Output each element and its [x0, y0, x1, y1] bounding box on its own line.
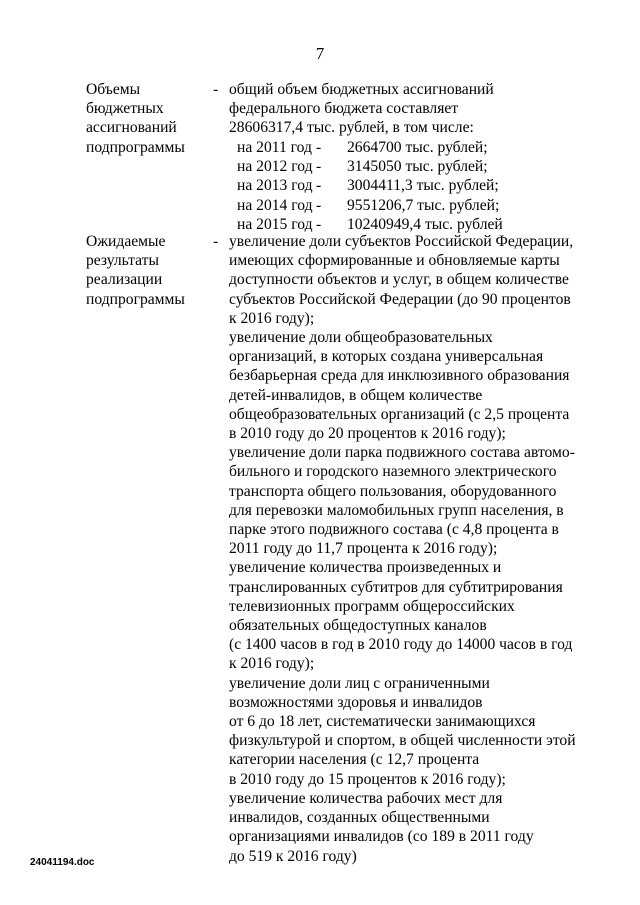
- results-label: [86, 232, 206, 309]
- footer-filename: 24041194.doc: [30, 857, 95, 868]
- year-label: на 2015 год: [237, 215, 313, 233]
- year-amount: 2664700 тыс. рублей;: [347, 139, 488, 156]
- label-line: подпрограммы: [86, 290, 185, 308]
- text-line: увеличение доли лиц с ограниченными: [229, 674, 490, 692]
- text-line: (с 1400 часов в год в 2010 году до 14000 часов в год: [229, 636, 573, 654]
- text-line: к 2016 году);: [229, 309, 315, 327]
- year-dash: -: [316, 177, 322, 195]
- text-line: обязательных общедоступных каналов: [229, 617, 487, 635]
- label-line: реализации: [86, 271, 163, 289]
- year-label: на 2013 год: [237, 177, 313, 195]
- text-line: возможностями здоровья и инвалидов: [229, 693, 483, 711]
- results-text: [229, 232, 576, 866]
- year-label: на 2014 год: [237, 196, 313, 214]
- text-line: от 6 до 18 лет, систематически занимающихся: [229, 713, 536, 731]
- text-line: для перевозки маломобильных групп населения, в: [229, 501, 564, 519]
- year-amount: 10240949,4 тыс. рублей: [347, 215, 503, 233]
- year-dash: -: [316, 139, 322, 156]
- text-line: телевизионных программ общероссийских: [229, 597, 515, 615]
- label-line: бюджетных: [86, 100, 164, 118]
- page-number: 7: [315, 44, 325, 63]
- text-line: к 2016 году);: [229, 655, 315, 673]
- text-line: федерального бюджета составляет: [229, 100, 459, 118]
- year-dash: -: [316, 196, 322, 214]
- text-line: категории населения (с 12,7 процента: [229, 751, 480, 769]
- label-line: Объемы: [86, 81, 141, 98]
- budget-text: [229, 80, 569, 138]
- text-line: в 2010 году до 15 процентов к 2016 году);: [229, 770, 506, 788]
- text-line: увеличение доли субъектов Российской Федерации,: [229, 233, 574, 250]
- text-line: до 519 к 2016 году): [229, 847, 357, 865]
- text-line: бильного и городского наземного электрического: [229, 463, 557, 481]
- text-line: транспорта общего пользования, оборудованного: [229, 482, 557, 500]
- year-label: на 2012 год: [237, 158, 313, 176]
- text-line: инвалидов, созданных общественными: [229, 809, 490, 827]
- text-line: увеличение доли общеобразовательных: [229, 329, 493, 347]
- text-line: физкультурой и спортом, в общей численности этой: [229, 732, 576, 750]
- text-line: общий объем бюджетных ассигнований: [229, 81, 494, 98]
- label-line: ассигнований: [86, 119, 177, 137]
- text-line: 2011 году до 11,7 процента к 2016 году);: [229, 540, 498, 558]
- year-amount: 3004411,3 тыс. рублей;: [347, 177, 499, 195]
- text-line: 28606317,4 тыс. рублей, в том числе:: [229, 119, 474, 137]
- year-amount: 9551206,7 тыс. рублей;: [347, 196, 500, 214]
- text-line: организациями инвалидов (со 189 в 2011 году: [229, 828, 534, 846]
- text-line: безбарьерная среда для инклюзивного образования: [229, 367, 570, 385]
- text-line: организаций, в которых создана универсальная: [229, 348, 544, 366]
- budget-label: [86, 80, 206, 157]
- text-line: в 2010 году до 20 процентов к 2016 году);: [229, 425, 506, 443]
- text-line: субъектов Российской Федерации (до 90 процентов: [229, 290, 571, 308]
- year-label: на 2011 год: [237, 139, 312, 156]
- text-line: увеличение количества произведенных и: [229, 559, 502, 577]
- year-amount: 3145050 тыс. рублей;: [347, 158, 488, 176]
- text-line: детей-инвалидов, в общем количестве: [229, 386, 483, 404]
- results-dash: -: [213, 233, 219, 250]
- text-line: парке этого подвижного состава (с 4,8 процента в: [229, 521, 559, 539]
- text-line: транслированных субтитров для субтитрирования: [229, 578, 563, 596]
- text-line: общеобразовательных организаций (с 2,5 процента: [229, 405, 570, 423]
- text-line: имеющих сформированные и обновляемые карты: [229, 252, 560, 270]
- label-line: подпрограммы: [86, 138, 185, 156]
- label-line: результаты: [86, 252, 159, 270]
- label-line: Ожидаемые: [86, 233, 166, 250]
- text-line: увеличение количества рабочих мест для: [229, 789, 503, 807]
- budget-dash: -: [213, 81, 219, 98]
- text-line: доступности объектов и услуг, в общем количестве: [229, 271, 569, 289]
- year-dash: -: [316, 215, 322, 233]
- text-line: увеличение доли парка подвижного состава автомо-: [229, 444, 575, 462]
- year-dash: -: [316, 158, 322, 176]
